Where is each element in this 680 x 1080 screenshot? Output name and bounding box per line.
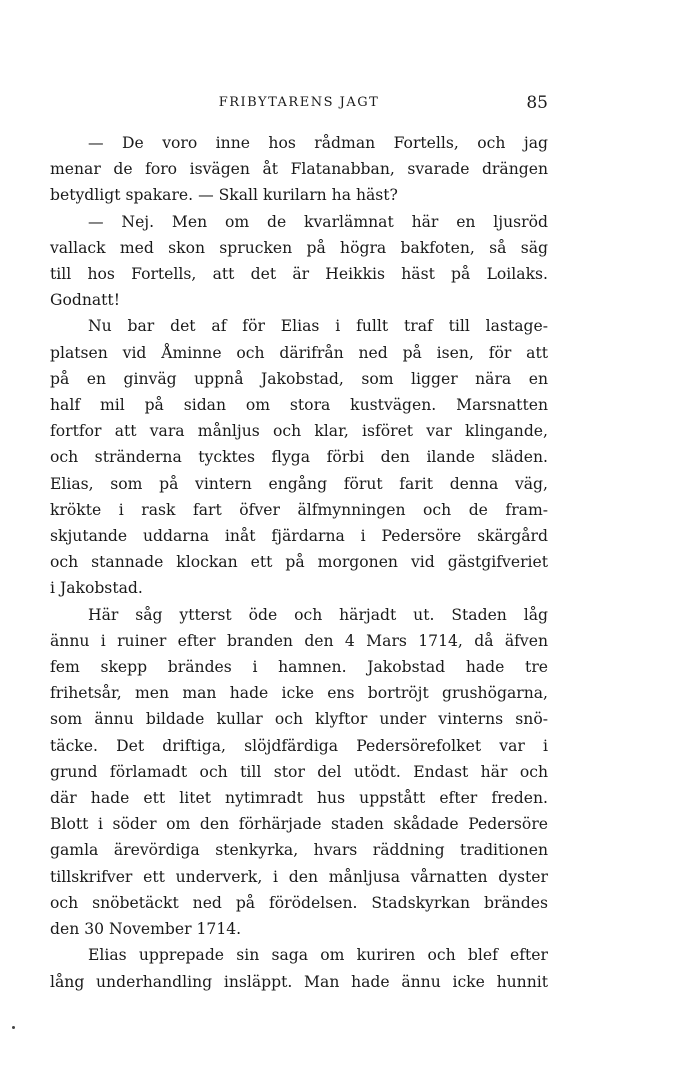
text-line: skjutande uddarna inåt fjärdarna i Pedersöre skärgård <box>50 527 548 546</box>
text-line: i Jakobstad. <box>50 579 143 598</box>
text-line: täcke. Det driftiga, slöjdfärdiga Pedersörefolket var i <box>50 736 548 755</box>
text-line: och snöbetäckt ned på förödelsen. Stadskyrkan brändes <box>50 893 548 912</box>
text-line: frihetsår, men man hade icke ens bortröjt grushögarna, <box>50 684 548 703</box>
text-line: menar de foro isvägen åt Flatanabban, svarade drängen <box>50 160 548 179</box>
text-line: — De voro inne hos rådman Fortells, och jag <box>88 134 548 152</box>
text-line: den 30 November 1714. <box>50 920 242 939</box>
text-line: half mil på sidan om stora kustvägen. Marsnatten <box>50 396 548 415</box>
text-line: — Nej. Men om de kvarlämnat här en ljusröd <box>88 212 548 231</box>
body-text <box>50 130 548 995</box>
text-line: fortfor att vara månljus och klar, isföret var klingande, <box>50 422 548 441</box>
text-line: som ännu bildade kullar och klyftor under vinterns snö- <box>50 710 548 729</box>
page-header <box>50 93 548 117</box>
text-line: till hos Fortells, att det är Heikkis häst på Loilaks. <box>50 265 548 284</box>
page-number: 85 <box>526 93 548 113</box>
text-line: krökte i rask fart öfver älfmynningen och de fram- <box>50 500 548 519</box>
text-line: Här såg ytterst öde och härjadt ut. Staden låg <box>88 605 548 624</box>
text-line: Elias, som på vintern engång förut farit denna väg, <box>50 474 548 493</box>
text-line: platsen vid Åminne och därifrån ned på isen, för att <box>50 343 548 362</box>
text-line: där hade ett litet nytimradt hus uppstått efter freden. <box>50 789 548 808</box>
text-line: på en ginväg uppnå Jakobstad, som ligger nära en <box>50 369 548 388</box>
text-line: ännu i ruiner efter branden den 4 Mars 1714, då äfven <box>50 631 548 650</box>
text-line: grund förlamadt och till stor del utödt. Endast här och <box>50 762 548 781</box>
text-line: Blott i söder om den förhärjade staden skådade Pedersöre <box>50 815 548 834</box>
text-line: tillskrifver ett underverk, i den månljusa vårnatten dyster <box>50 867 548 886</box>
text-line: fem skepp brändes i hamnen. Jakobstad hade tre <box>50 658 548 677</box>
text-line: lång underhandling insläppt. Man hade ännu icke hunnit <box>50 972 548 991</box>
text-line: vallack med skon sprucken på högra bakfoten, så säg <box>50 238 548 257</box>
text-line: och stannade klockan ett på morgonen vid gästgifveriet <box>50 553 548 572</box>
running-title: FRIBYTARENS JAGT <box>218 95 380 110</box>
text-line: betydligt spakare. — Skall kurilarn ha häst? <box>50 186 398 205</box>
text-line: Elias upprepade sin saga om kuriren och blef efter <box>88 946 548 965</box>
scan-speck <box>12 1026 15 1029</box>
text-line: Godnatt! <box>50 291 120 310</box>
text-line: och stränderna tycktes flyga förbi den ilande släden. <box>50 448 548 467</box>
text-line: gamla ärevördiga stenkyrka, hvars räddning traditionen <box>50 841 548 860</box>
text-line: Nu bar det af för Elias i fullt traf till lastage- <box>88 317 548 336</box>
